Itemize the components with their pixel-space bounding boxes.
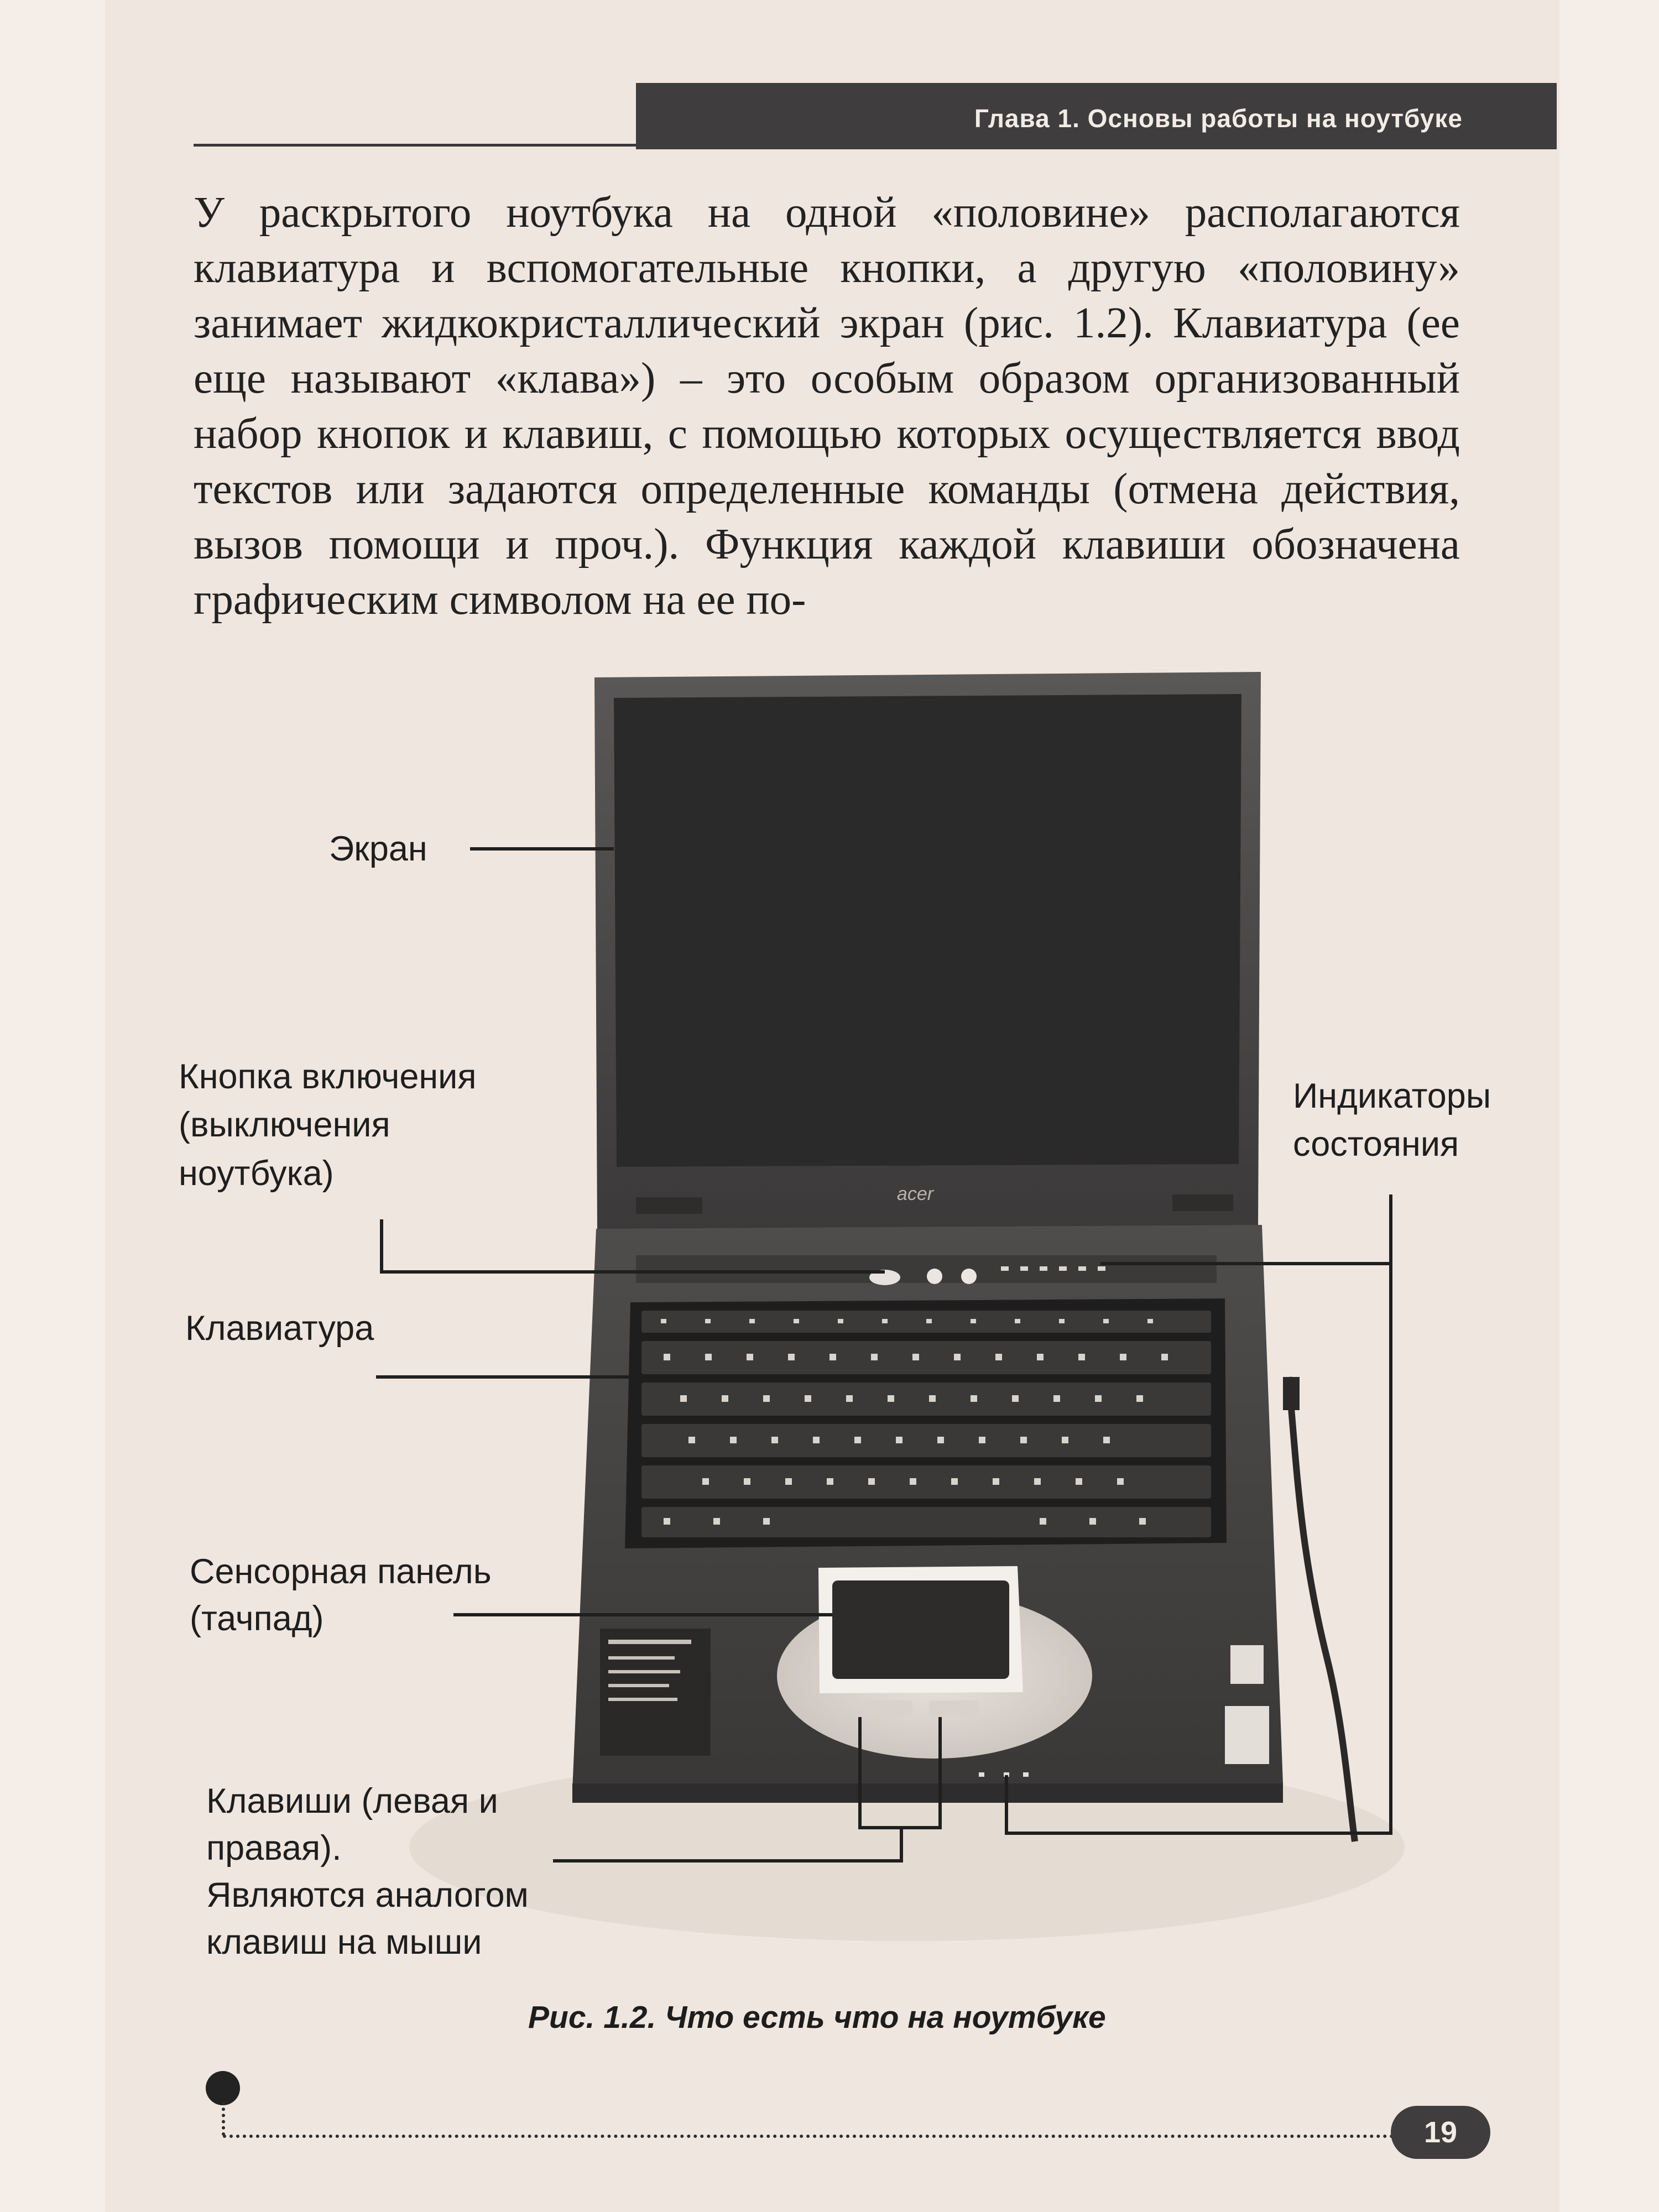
label-power-line3: ноутбука) (179, 1154, 334, 1193)
sticker-intel (1230, 1645, 1264, 1684)
touchpad-left-button (863, 1700, 912, 1717)
label-buttons-line4: клавиш на мыши (206, 1923, 482, 1961)
label-screen: Экран (329, 830, 427, 868)
footer-bullet (206, 2071, 240, 2105)
label-keyboard: Клавиатура (185, 1309, 374, 1348)
label-power-line1: Кнопка включения (179, 1057, 477, 1096)
touchpad-right-button (929, 1700, 979, 1717)
laptop-lid (594, 672, 1261, 1230)
chapter-title: Глава 1. Основы работы на ноутбуке (974, 104, 1463, 133)
label-touchpad-line2: (тачпад) (190, 1599, 324, 1638)
power-cable (1288, 1377, 1355, 1841)
label-buttons-line2: правая). (206, 1829, 342, 1867)
label-buttons-line1: Клавиши (левая и (206, 1782, 498, 1820)
label-touchpad-line1: Сенсорная панель (190, 1552, 492, 1591)
laptop-base (572, 1225, 1283, 1803)
page-number: 19 (1391, 2106, 1490, 2159)
label-indicators-line2: состояния (1293, 1125, 1459, 1164)
footer-dotted-rule (223, 2135, 1401, 2138)
body-paragraph: У раскрытого ноутбука на одной «половине» располагаются клавиатура и вспомогательные кнопки, а другую «половину» занимает жидкокристаллический экран (рис. 1.2). Клавиатура (ее еще называют «клава») – это особым образом организованный набор кнопок и клавиш, с помощью которых осуществляется ввод текстов или задаются определенные команды (отмена действия, вызов помощи и проч.). Функция каждой клавиши обозначена графическим символом на ее по- (194, 189, 1460, 624)
status-strip (636, 1255, 1217, 1283)
laptop-brand-logo: acer (896, 1183, 934, 1204)
label-indicators-line1: Индикаторы (1293, 1077, 1491, 1115)
sticker-left (600, 1629, 711, 1756)
keyboard-shape (625, 1298, 1227, 1548)
footer-dotted-stem (222, 2101, 225, 2136)
figure-caption: Рис. 1.2. Что есть что на ноутбуке (528, 2000, 1106, 2035)
quick-button-1 (927, 1269, 942, 1284)
label-buttons-line3: Являются аналогом (206, 1876, 529, 1914)
front-edge (572, 1783, 1283, 1803)
label-power-line2: (выключения (179, 1105, 390, 1144)
touchpad-surface (832, 1580, 1009, 1679)
lcd-screen (614, 694, 1241, 1167)
hinge-right (1172, 1194, 1233, 1211)
quick-button-2 (961, 1269, 977, 1284)
hinge-left (636, 1197, 702, 1214)
cable-plug (1283, 1377, 1300, 1410)
sticker-windows (1225, 1706, 1269, 1764)
